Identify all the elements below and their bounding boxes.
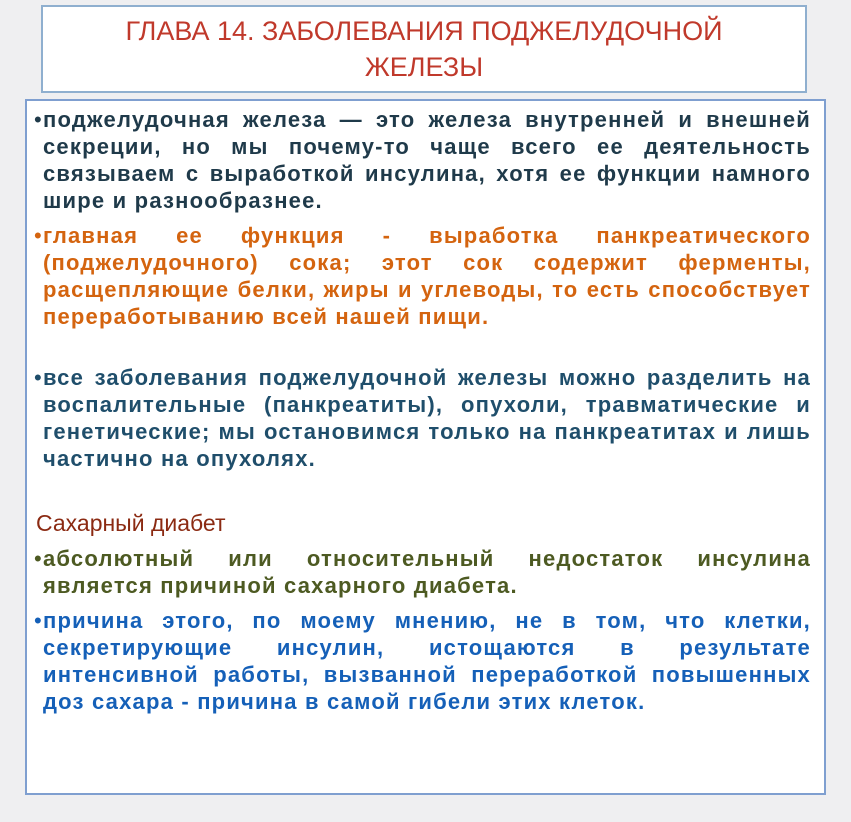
page-title-line1: ГЛАВА 14. ЗАБОЛЕВАНИЯ ПОДЖЕЛУДОЧНОЙ <box>125 16 723 46</box>
section-heading: Сахарный диабет <box>36 510 226 536</box>
bullet-marker: • <box>34 223 42 248</box>
list-item: поджелудочная железа — это железа внутренней и внешней секреции, но мы почему-то чаще всего ее деятельность связываем с выработкой инсулина, хотя ее функции намного шире и разнообразнее. <box>43 107 811 213</box>
list-item: главная ее функция - выработка панкреатического (поджелудочного) сока; этот сок содержит ферменты, расщепляющие белки, жиры и углеводы, то есть способствует переработыванию всей нашей пищи. <box>43 223 811 329</box>
bullet-marker: • <box>34 107 42 132</box>
page-title-line2: ЖЕЛЕЗЫ <box>364 52 484 82</box>
list-item: абсолютный или относительный недостаток инсулина является причиной сахарного диабета. <box>43 546 811 598</box>
list-item: все заболевания поджелудочной железы можно разделить на воспалительные (панкреатиты), опухоли, травматические и генетические; мы остановимся только на панкреатитах и лишь частично на опухолях. <box>43 365 811 471</box>
title-box <box>41 5 807 93</box>
bullet-marker: • <box>34 546 42 571</box>
bullet-marker: • <box>34 608 42 633</box>
bullet-marker: • <box>34 365 42 390</box>
list-item: причина этого, по моему мнению, не в том, что клетки, секретирующие инсулин, истощаются в результате интенсивной работы, вызванной переработкой повышенных доз сахара - причина в самой гибели этих клеток. <box>43 608 811 714</box>
